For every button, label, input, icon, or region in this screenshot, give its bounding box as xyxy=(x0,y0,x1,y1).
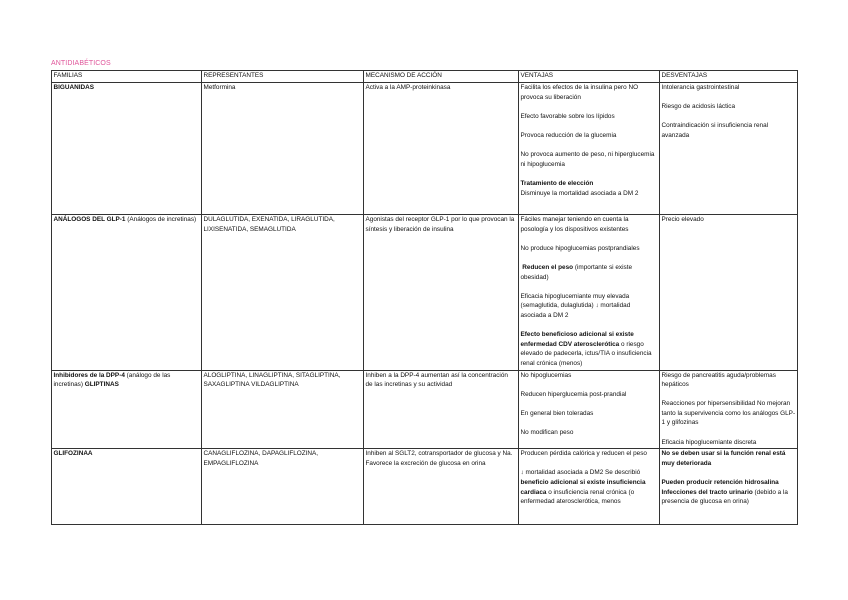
representantes-cell: Metformina xyxy=(202,83,364,215)
ventaja-text: ↓ mortalidad asociada a DM2 Se describió xyxy=(520,469,641,477)
page-title: ANTIDIABÉTICOS xyxy=(51,60,111,67)
familia-name: Inhibidores de la DPP-4 xyxy=(53,371,125,379)
desventaja-item xyxy=(662,488,796,507)
mecanismo-cell: Activa a la AMP-proteinkinasa xyxy=(364,83,519,215)
desventaja-item: Intolerancia gastrointestinal xyxy=(661,84,740,91)
table-row xyxy=(52,83,798,215)
ventaja-item xyxy=(521,330,658,368)
ventaja-item: Efecto favorable sobre los lípidos xyxy=(520,112,615,120)
ventaja-item xyxy=(521,468,658,506)
desventaja-item: Reacciones por hipersensibilidad No mejoran tanto la supervivencia como los análogos GLP-1 y glifozinas xyxy=(661,400,796,427)
table-row xyxy=(52,370,798,449)
familia-name: ANÁLOGOS DEL GLP-1 xyxy=(53,216,126,223)
mecanismo-cell: Agonistas del receptor GLP-1 por lo que provocan la síntesis y liberación de insulina xyxy=(364,215,519,371)
desventaja-item: No se deben usar si la función renal está muy deteriorada xyxy=(661,450,786,467)
desventajas-cell xyxy=(660,83,798,215)
table-row xyxy=(52,449,798,525)
ventaja-note: o riesgo elevado de padecerla, ictus/TIA o insuficiencia renal crónica (menos) xyxy=(520,340,652,367)
table-row xyxy=(52,215,798,371)
familia-tail: GLIPTINAS xyxy=(84,381,119,389)
ventajas-cell xyxy=(519,215,660,371)
desventaja-item: Riesgo de pancreatitis aguda/problemas hepáticos xyxy=(661,371,776,389)
representantes-cell: CANAGLIFLOZINA, DAPAGLIFLOZINA, EMPAGLIFLOZINA xyxy=(202,449,364,525)
ventaja-item xyxy=(521,263,658,282)
representantes-cell: DULAGLUTIDA, EXENATIDA, LIRAGLUTIDA, LIXISENATIDA, SEMAGLUTIDA xyxy=(202,215,364,371)
familia-note: (Análogos de incretinas) xyxy=(125,216,197,223)
ventaja-item: No hipoglucemias xyxy=(520,371,572,379)
desventajas-cell xyxy=(660,370,798,449)
header-familias: FAMILIAS xyxy=(52,71,202,83)
ventajas-cell xyxy=(519,83,660,215)
ventaja-bold: beneficio adicional si existe insuficiencia cardiaca xyxy=(520,479,646,496)
ventaja-note: (importante si existe obesidad) xyxy=(520,263,633,281)
ventaja-item: Provoca reducción de la glucemia xyxy=(520,131,617,139)
desventaja-bold: Infecciones del tracto urinario xyxy=(661,488,753,496)
desventaja-item: Contraindicación si insuficiencia renal avanzada xyxy=(661,122,769,139)
familia-cell xyxy=(52,370,202,449)
header-ventajas: VENTAJAS xyxy=(519,71,660,83)
familia-note: (análogo de las incretinas) xyxy=(53,371,171,389)
header-representantes: REPRESENTANTES xyxy=(202,71,364,83)
ventaja-item: Producen pérdida calórica y reducen el peso xyxy=(520,450,647,458)
mecanismo-cell: Inhiben al SGLT2, cotransportador de glucosa y Na. Favorece la excreción de glucosa en orina xyxy=(364,449,519,525)
ventajas-cell xyxy=(519,370,660,449)
ventaja-item: No produce hipoglucemias postprandiales xyxy=(520,244,640,252)
familia-cell: GLIFOZINAA xyxy=(52,449,202,525)
ventaja-item: Facilita los efectos de la insulina pero NO provoca su liberación xyxy=(520,84,639,101)
desventajas-cell xyxy=(660,449,798,525)
mecanismo-cell: Inhiben a la DPP-4 aumentan así la concentración de las incretinas y su actividad xyxy=(364,370,519,449)
ventaja-item: No provoca aumento de peso, ni hiperglucemia ni hipoglucemia xyxy=(520,151,655,168)
ventaja-item: Tratamiento de elección xyxy=(520,179,594,187)
ventaja-item: Eficacia hipoglucemiante muy elevada (semaglutida, dulaglutida) ↓ mortalidad asociada a DM 2 xyxy=(520,292,631,319)
desventaja-note: (debido a la presencia de glucosa en orina) xyxy=(661,488,788,506)
familia-cell: BIGUANIDAS xyxy=(52,83,202,215)
ventaja-item: Disminuye la mortalidad asociada a DM 2 xyxy=(520,189,639,197)
ventaja-item: No modifican peso xyxy=(520,429,574,437)
ventaja-item: En general bien toleradas xyxy=(520,409,594,417)
desventajas-cell xyxy=(660,215,798,371)
ventajas-cell xyxy=(519,449,660,525)
familia-cell xyxy=(52,215,202,371)
ventaja-item: Reducen hiperglucemia post-prandial xyxy=(520,390,627,398)
desventaja-item: Precio elevado xyxy=(661,216,704,223)
header-desventajas: DESVENTAJAS xyxy=(660,71,798,83)
desventaja-item: Riesgo de acidosis láctica xyxy=(661,103,736,111)
desventaja-item: Eficacia hipoglucemiante discreta xyxy=(661,438,757,446)
header-mecanismo: MECANISMO DE ACCIÓN xyxy=(364,71,519,83)
antidiabetics-table xyxy=(51,70,798,525)
ventaja-bold: Efecto beneficioso adicional si existe enfermedad CDV aterosclerótica xyxy=(520,331,634,348)
representantes-cell: ALOGLIPTINA, LINAGLIPTINA, SITAGLIPTINA, SAXAGLIPTINA VILDAGLIPTINA xyxy=(202,370,364,449)
ventaja-note: o insuficiencia renal crónica (o enfermedad aterosclerótica, menos xyxy=(520,488,635,506)
header-row xyxy=(52,71,798,83)
ventaja-bold: Reducen el peso xyxy=(522,263,574,271)
ventaja-item: Fáciles manejar teniendo en cuenta la posología y los dispositivos existentes xyxy=(520,216,629,233)
desventaja-item: Pueden producir retención hidrosalina xyxy=(661,479,779,487)
